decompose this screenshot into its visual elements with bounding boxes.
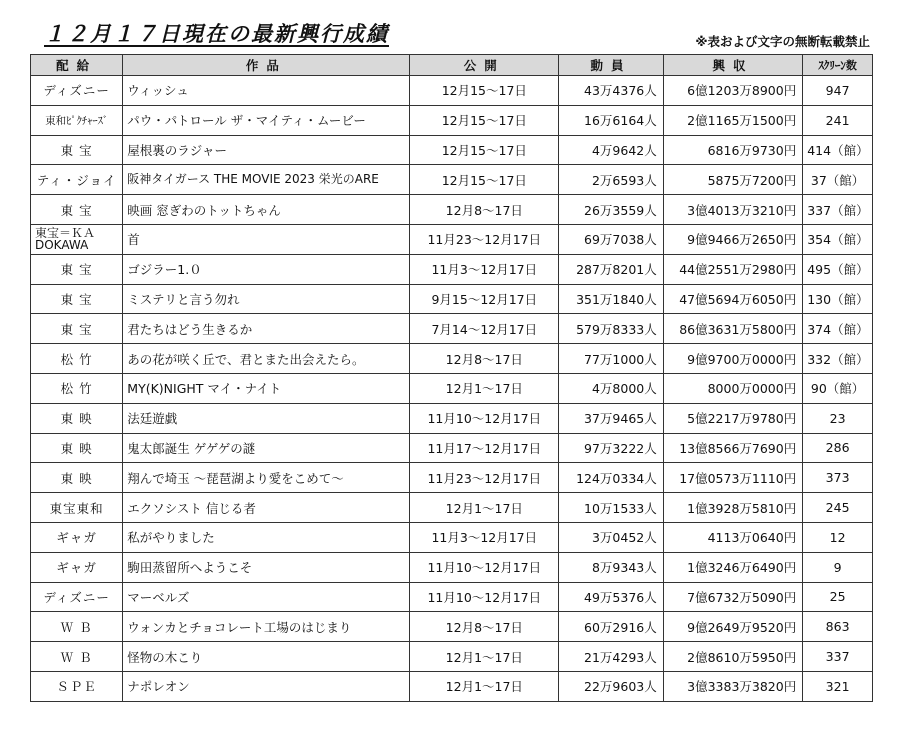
distributor-cell: ディズニー (31, 76, 123, 106)
screens-cell: 374（館） (803, 314, 873, 344)
screens-cell: 9 (803, 552, 873, 582)
screens-cell: 23 (803, 403, 873, 433)
work-cell: 映画 窓ぎわのトットちゃん (123, 195, 410, 225)
attendance-cell: 4万8000人 (559, 373, 664, 403)
table-row (31, 284, 873, 314)
attendance-cell: 26万3559人 (559, 195, 664, 225)
box-office-table (30, 54, 873, 702)
period-cell: 11月23～12月17日 (410, 463, 559, 493)
work-cell: マーベルズ (123, 582, 410, 612)
table-row (31, 105, 873, 135)
revenue-cell: 5億2217万9780円 (663, 403, 802, 433)
period-cell: 11月10～12月17日 (410, 582, 559, 612)
work-cell: 私がやりました (123, 522, 410, 552)
screens-cell: 241 (803, 105, 873, 135)
screens-cell: 373 (803, 463, 873, 493)
distributor-cell: 松 竹 (31, 344, 123, 374)
revenue-cell: 3億4013万3210円 (663, 195, 802, 225)
revenue-cell: 86億3631万5800円 (663, 314, 802, 344)
work-cell: ゴジラー1.０ (123, 254, 410, 284)
distributor-cell: 東 宝 (31, 135, 123, 165)
revenue-cell: 7億6732万5090円 (663, 582, 802, 612)
distributor-cell: 東和ﾋﾟｸﾁｬｰｽﾞ (31, 105, 123, 135)
table-row (31, 642, 873, 672)
work-cell: 翔んで埼玉 ～琵琶湖より愛をこめて～ (123, 463, 410, 493)
screens-cell: 90（館） (803, 373, 873, 403)
table-row (31, 522, 873, 552)
table-row (31, 433, 873, 463)
revenue-cell: 13億8566万7690円 (663, 433, 802, 463)
table-row (31, 165, 873, 195)
work-cell: 阪神タイガース THE MOVIE 2023 栄光のARE (123, 165, 410, 195)
table-row (31, 612, 873, 642)
work-cell: ナポレオン (123, 671, 410, 701)
attendance-cell: 37万9465人 (559, 403, 664, 433)
attendance-cell: 8万9343人 (559, 552, 664, 582)
revenue-cell: 8000万0000円 (663, 373, 802, 403)
header-revenue: 興収 (663, 55, 802, 76)
attendance-cell: 60万2916人 (559, 612, 664, 642)
table-row (31, 463, 873, 493)
period-cell: 12月1～17日 (410, 671, 559, 701)
table-row (31, 254, 873, 284)
work-cell: MY(K)NIGHT マイ・ナイト (123, 373, 410, 403)
attendance-cell: 22万9603人 (559, 671, 664, 701)
work-cell: 怪物の木こり (123, 642, 410, 672)
attendance-cell: 2万6593人 (559, 165, 664, 195)
copyright-notice: ※表および文字の無断転載禁止 (695, 34, 870, 49)
revenue-cell: 17億0573万1110円 (663, 463, 802, 493)
attendance-cell: 4万9642人 (559, 135, 664, 165)
distributor-cell: 松 竹 (31, 373, 123, 403)
table-row (31, 224, 873, 254)
distributor-cell: Ｗ Ｂ (31, 612, 123, 642)
distributor-cell: ギャガ (31, 522, 123, 552)
period-cell: 7月14～12月17日 (410, 314, 559, 344)
screens-cell: 37（館） (803, 165, 873, 195)
header-distributor: 配給 (31, 55, 123, 76)
work-cell: ウィッシュ (123, 76, 410, 106)
work-cell: 首 (123, 224, 410, 254)
work-cell: あの花が咲く丘で、君とまた出会えたら。 (123, 344, 410, 374)
distributor-cell: 東宝東和 (31, 493, 123, 523)
table-row (31, 671, 873, 701)
work-cell: 法廷遊戯 (123, 403, 410, 433)
screens-cell: 947 (803, 76, 873, 106)
screens-cell: 414（館） (803, 135, 873, 165)
attendance-cell: 49万5376人 (559, 582, 664, 612)
revenue-cell: 9億2649万9520円 (663, 612, 802, 642)
work-cell: 鬼太郎誕生 ゲゲゲの謎 (123, 433, 410, 463)
header-attendance: 動員 (559, 55, 664, 76)
attendance-cell: 43万4376人 (559, 76, 664, 106)
attendance-cell: 69万7038人 (559, 224, 664, 254)
distributor-cell: 東 宝 (31, 284, 123, 314)
period-cell: 11月17～12月17日 (410, 433, 559, 463)
screens-cell: 286 (803, 433, 873, 463)
table-row (31, 373, 873, 403)
screens-cell: 332（館） (803, 344, 873, 374)
revenue-cell: 2億8610万5950円 (663, 642, 802, 672)
table-row (31, 493, 873, 523)
period-cell: 12月1～17日 (410, 493, 559, 523)
revenue-cell: 2億1165万1500円 (663, 105, 802, 135)
table-row (31, 582, 873, 612)
period-cell: 12月15～17日 (410, 135, 559, 165)
screens-cell: 130（館） (803, 284, 873, 314)
revenue-cell: 1億3246万6490円 (663, 552, 802, 582)
period-cell: 11月23～12月17日 (410, 224, 559, 254)
attendance-cell: 287万8201人 (559, 254, 664, 284)
attendance-cell: 351万1840人 (559, 284, 664, 314)
attendance-cell: 579万8333人 (559, 314, 664, 344)
screens-cell: 354（館） (803, 224, 873, 254)
table-row (31, 195, 873, 225)
revenue-cell: 6億1203万8900円 (663, 76, 802, 106)
distributor-cell: ギャガ (31, 552, 123, 582)
revenue-cell: 9億9466万2650円 (663, 224, 802, 254)
page-title: １２月１７日現在の最新興行成績 (44, 22, 389, 46)
attendance-cell: 124万0334人 (559, 463, 664, 493)
period-cell: 12月15～17日 (410, 76, 559, 106)
distributor-cell: ディズニー (31, 582, 123, 612)
work-cell: 駒田蒸留所へようこそ (123, 552, 410, 582)
attendance-cell: 21万4293人 (559, 642, 664, 672)
table-row (31, 403, 873, 433)
period-cell: 11月3～12月17日 (410, 522, 559, 552)
distributor-cell: Ｗ Ｂ (31, 642, 123, 672)
period-cell: 11月10～12月17日 (410, 552, 559, 582)
screens-cell: 25 (803, 582, 873, 612)
period-cell: 12月8～17日 (410, 612, 559, 642)
attendance-cell: 3万0452人 (559, 522, 664, 552)
screens-cell: 321 (803, 671, 873, 701)
work-cell: 君たちはどう生きるか (123, 314, 410, 344)
period-cell: 12月15～17日 (410, 105, 559, 135)
distributor-cell: 東 宝 (31, 254, 123, 284)
period-cell: 12月1～17日 (410, 642, 559, 672)
work-cell: ウォンカとチョコレート工場のはじまり (123, 612, 410, 642)
distributor-cell: 東 宝 (31, 195, 123, 225)
table-row (31, 314, 873, 344)
revenue-cell: 6816万9730円 (663, 135, 802, 165)
attendance-cell: 16万6164人 (559, 105, 664, 135)
distributor-cell: 東 映 (31, 433, 123, 463)
revenue-cell: 44億2551万2980円 (663, 254, 802, 284)
period-cell: 12月8～17日 (410, 344, 559, 374)
table-row (31, 135, 873, 165)
screens-cell: 863 (803, 612, 873, 642)
revenue-cell: 1億3928万5810円 (663, 493, 802, 523)
revenue-cell: 47億5694万6050円 (663, 284, 802, 314)
screens-cell: 495（館） (803, 254, 873, 284)
work-cell: 屋根裏のラジャー (123, 135, 410, 165)
screens-cell: 337（館） (803, 195, 873, 225)
distributor-cell: ティ・ジョイ (31, 165, 123, 195)
screens-cell: 12 (803, 522, 873, 552)
period-cell: 12月15～17日 (410, 165, 559, 195)
distributor-cell: 東宝＝ＫＡ DOKAWA (31, 224, 123, 254)
screens-cell: 337 (803, 642, 873, 672)
work-cell: パウ・パトロール ザ・マイティ・ムービー (123, 105, 410, 135)
attendance-cell: 77万1000人 (559, 344, 664, 374)
table-row (31, 344, 873, 374)
table-header-row (31, 55, 873, 76)
revenue-cell: 4113万0640円 (663, 522, 802, 552)
header-period: 公開 (410, 55, 559, 76)
revenue-cell: 5875万7200円 (663, 165, 802, 195)
period-cell: 9月15～12月17日 (410, 284, 559, 314)
work-cell: エクソシスト 信じる者 (123, 493, 410, 523)
table-row (31, 76, 873, 106)
attendance-cell: 10万1533人 (559, 493, 664, 523)
distributor-cell: 東 宝 (31, 314, 123, 344)
attendance-cell: 97万3222人 (559, 433, 664, 463)
header-work: 作品 (123, 55, 410, 76)
period-cell: 12月8～17日 (410, 195, 559, 225)
revenue-cell: 9億9700万0000円 (663, 344, 802, 374)
revenue-cell: 3億3383万3820円 (663, 671, 802, 701)
distributor-cell: ＳＰＥ (31, 671, 123, 701)
table-row (31, 552, 873, 582)
distributor-cell: 東 映 (31, 403, 123, 433)
header-screens: ｽｸﾘｰﾝ数 (803, 55, 873, 76)
screens-cell: 245 (803, 493, 873, 523)
period-cell: 11月10～12月17日 (410, 403, 559, 433)
work-cell: ミステリと言う勿れ (123, 284, 410, 314)
period-cell: 12月1～17日 (410, 373, 559, 403)
distributor-cell: 東 映 (31, 463, 123, 493)
period-cell: 11月3～12月17日 (410, 254, 559, 284)
